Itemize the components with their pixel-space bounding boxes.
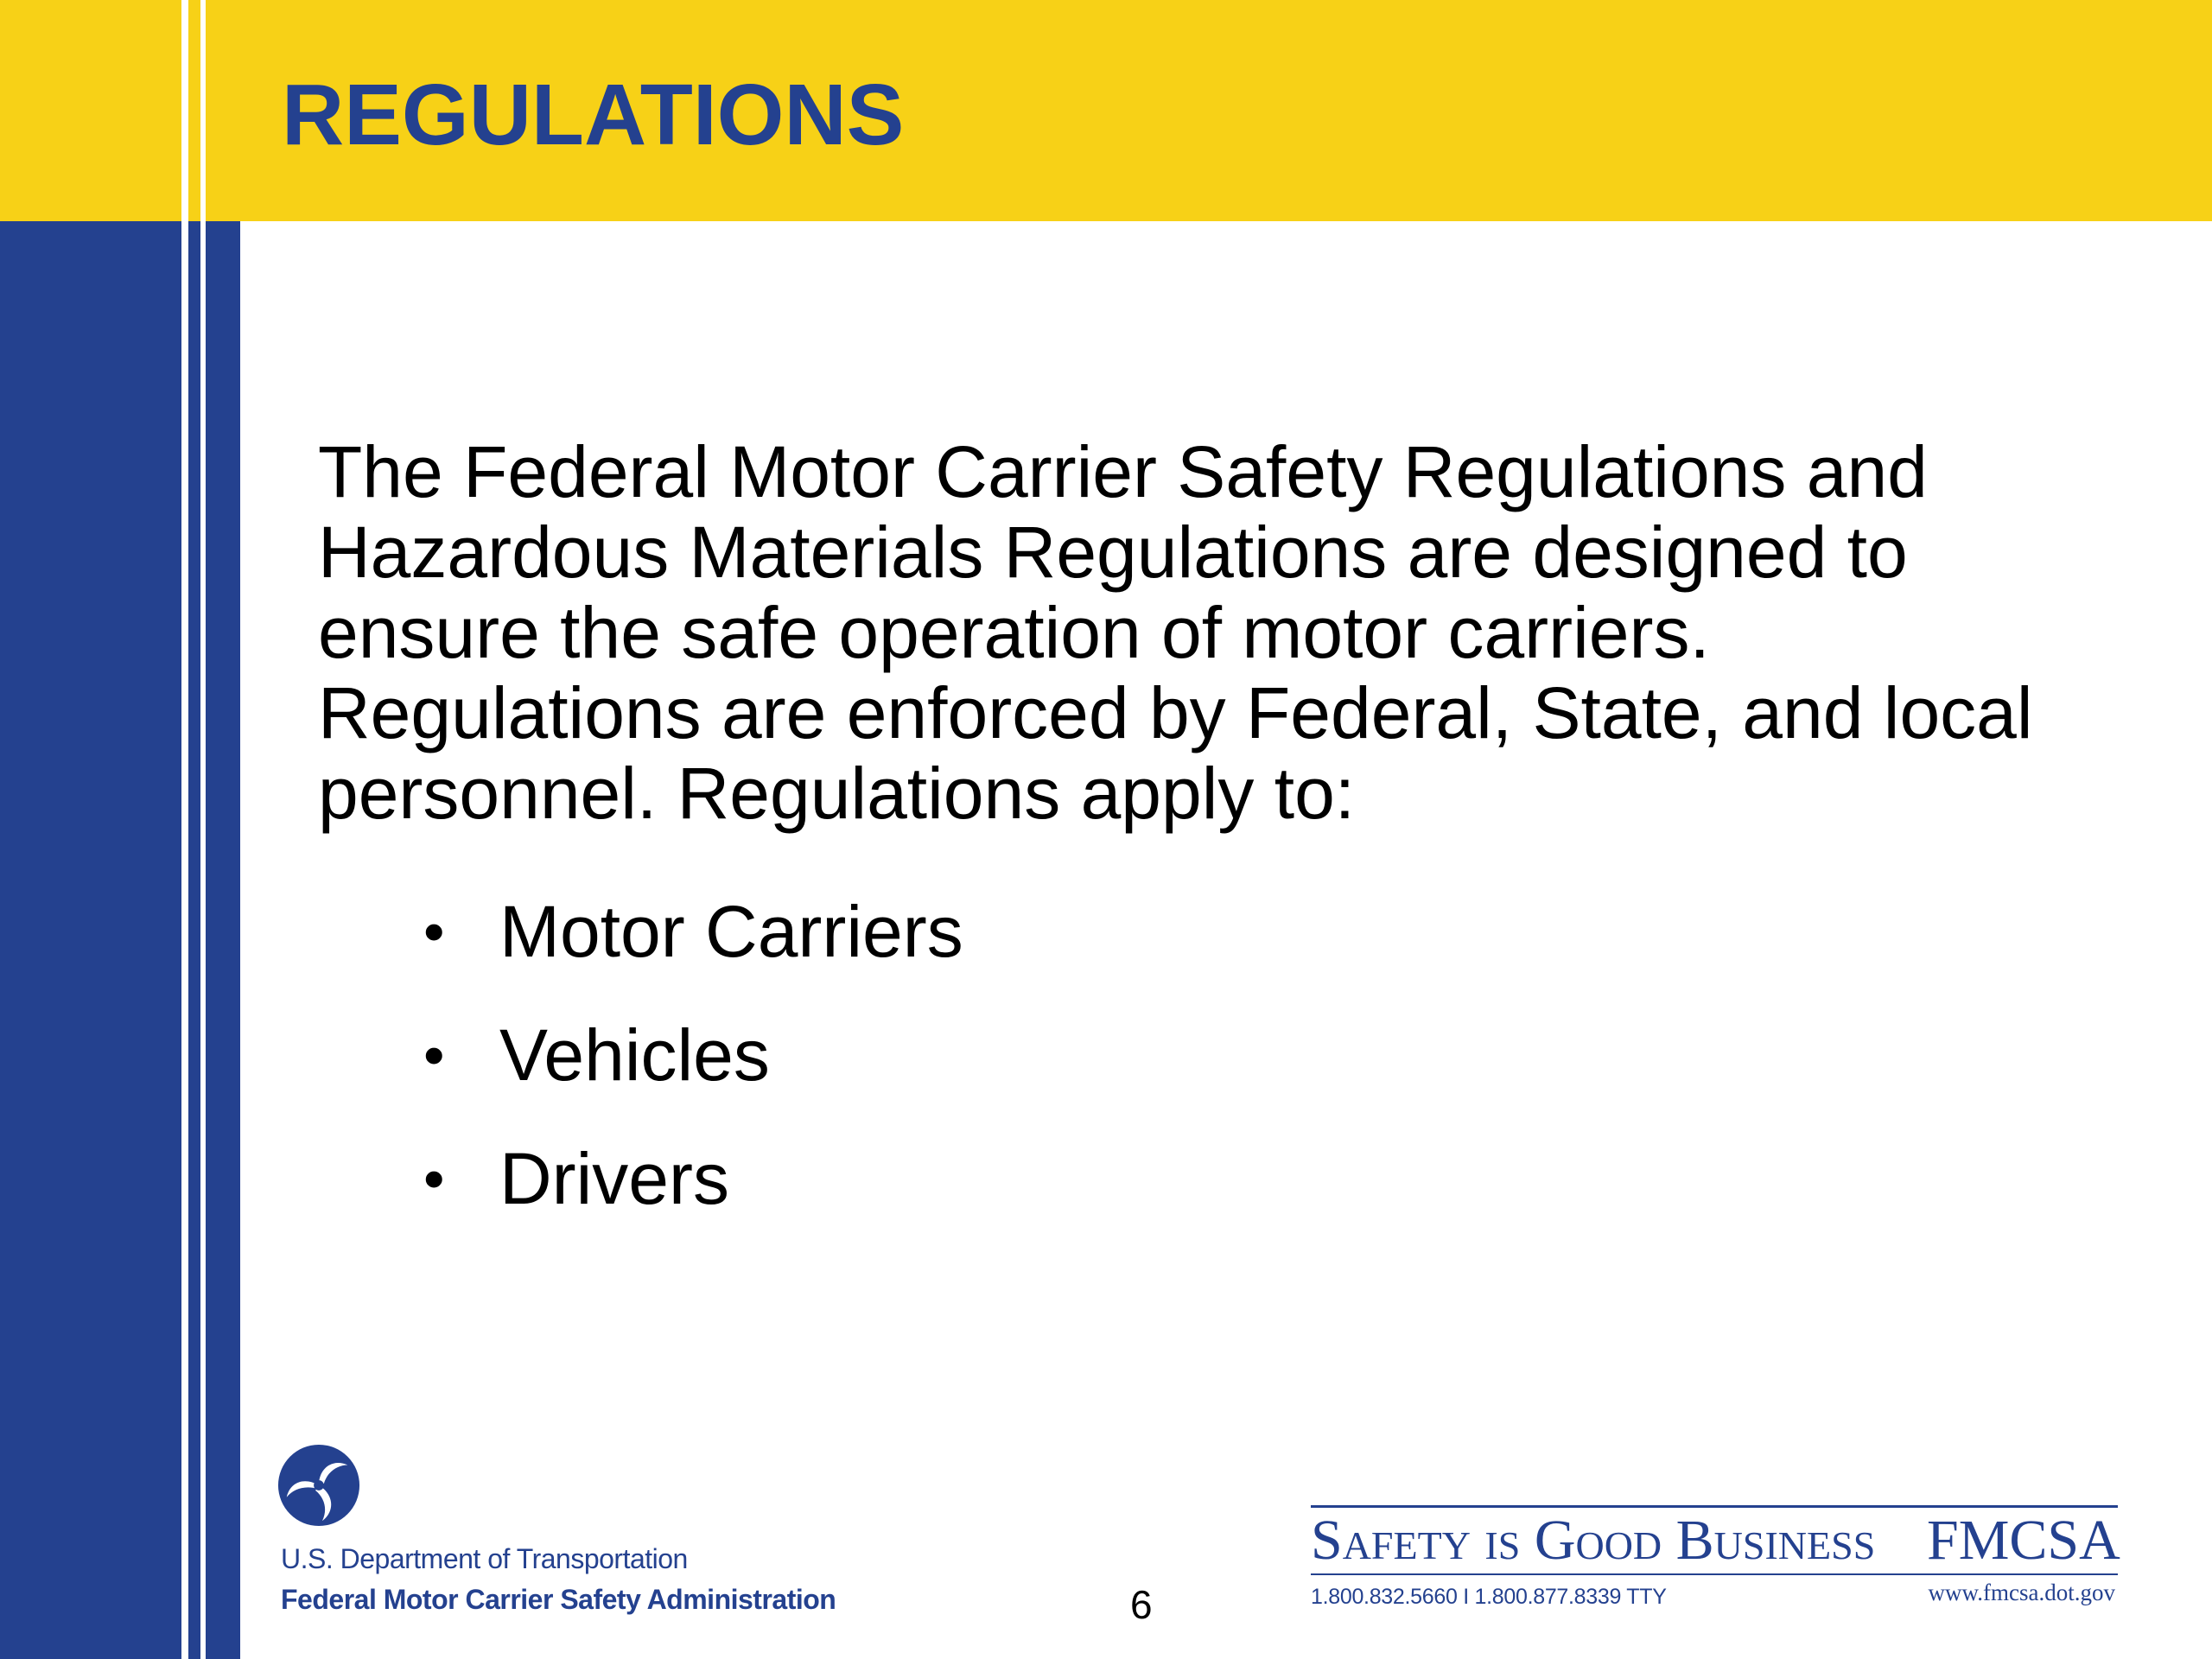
- slide-title: REGULATIONS: [282, 67, 905, 163]
- bullet-icon: •: [423, 898, 445, 965]
- list-item: [423, 890, 963, 973]
- left-sidebar-bar: [0, 221, 181, 1659]
- department-name: U.S. Department of Transportation: [281, 1543, 688, 1574]
- slogan: Safety is Good Business: [1311, 1509, 1876, 1572]
- agency-abbreviation: FMCSA: [1927, 1509, 2120, 1572]
- intro-paragraph: The Federal Motor Carrier Safety Regulations and Hazardous Materials Regulations are designed to ensure the safe operation of motor carriers. Regulations are enforced by Federal, State, and local personnel. Regulations apply to:: [318, 431, 2033, 834]
- list-item: [423, 1137, 963, 1220]
- list-item-label: Motor Carriers: [499, 891, 963, 972]
- sidebar-stripe: [188, 221, 200, 1659]
- website-url: www.fmcsa.dot.gov: [1928, 1580, 2115, 1605]
- sidebar-stripe: [206, 221, 240, 1659]
- list-item-label: Drivers: [499, 1138, 729, 1219]
- sidebar-stripe: [181, 0, 188, 1659]
- list-item-label: Vehicles: [499, 1014, 770, 1096]
- bullet-list: [423, 890, 963, 1261]
- divider: [1311, 1505, 2118, 1508]
- phone-numbers: 1.800.832.5660 I 1.800.877.8339 TTY: [1311, 1585, 1667, 1609]
- page-number: 6: [1130, 1582, 1153, 1627]
- bullet-icon: •: [423, 1145, 445, 1212]
- divider: [1311, 1573, 2118, 1575]
- administration-name: Federal Motor Carrier Safety Administration: [281, 1584, 836, 1615]
- list-item: [423, 1014, 963, 1096]
- bullet-icon: •: [423, 1021, 445, 1089]
- dot-triskelion-icon: [276, 1443, 361, 1528]
